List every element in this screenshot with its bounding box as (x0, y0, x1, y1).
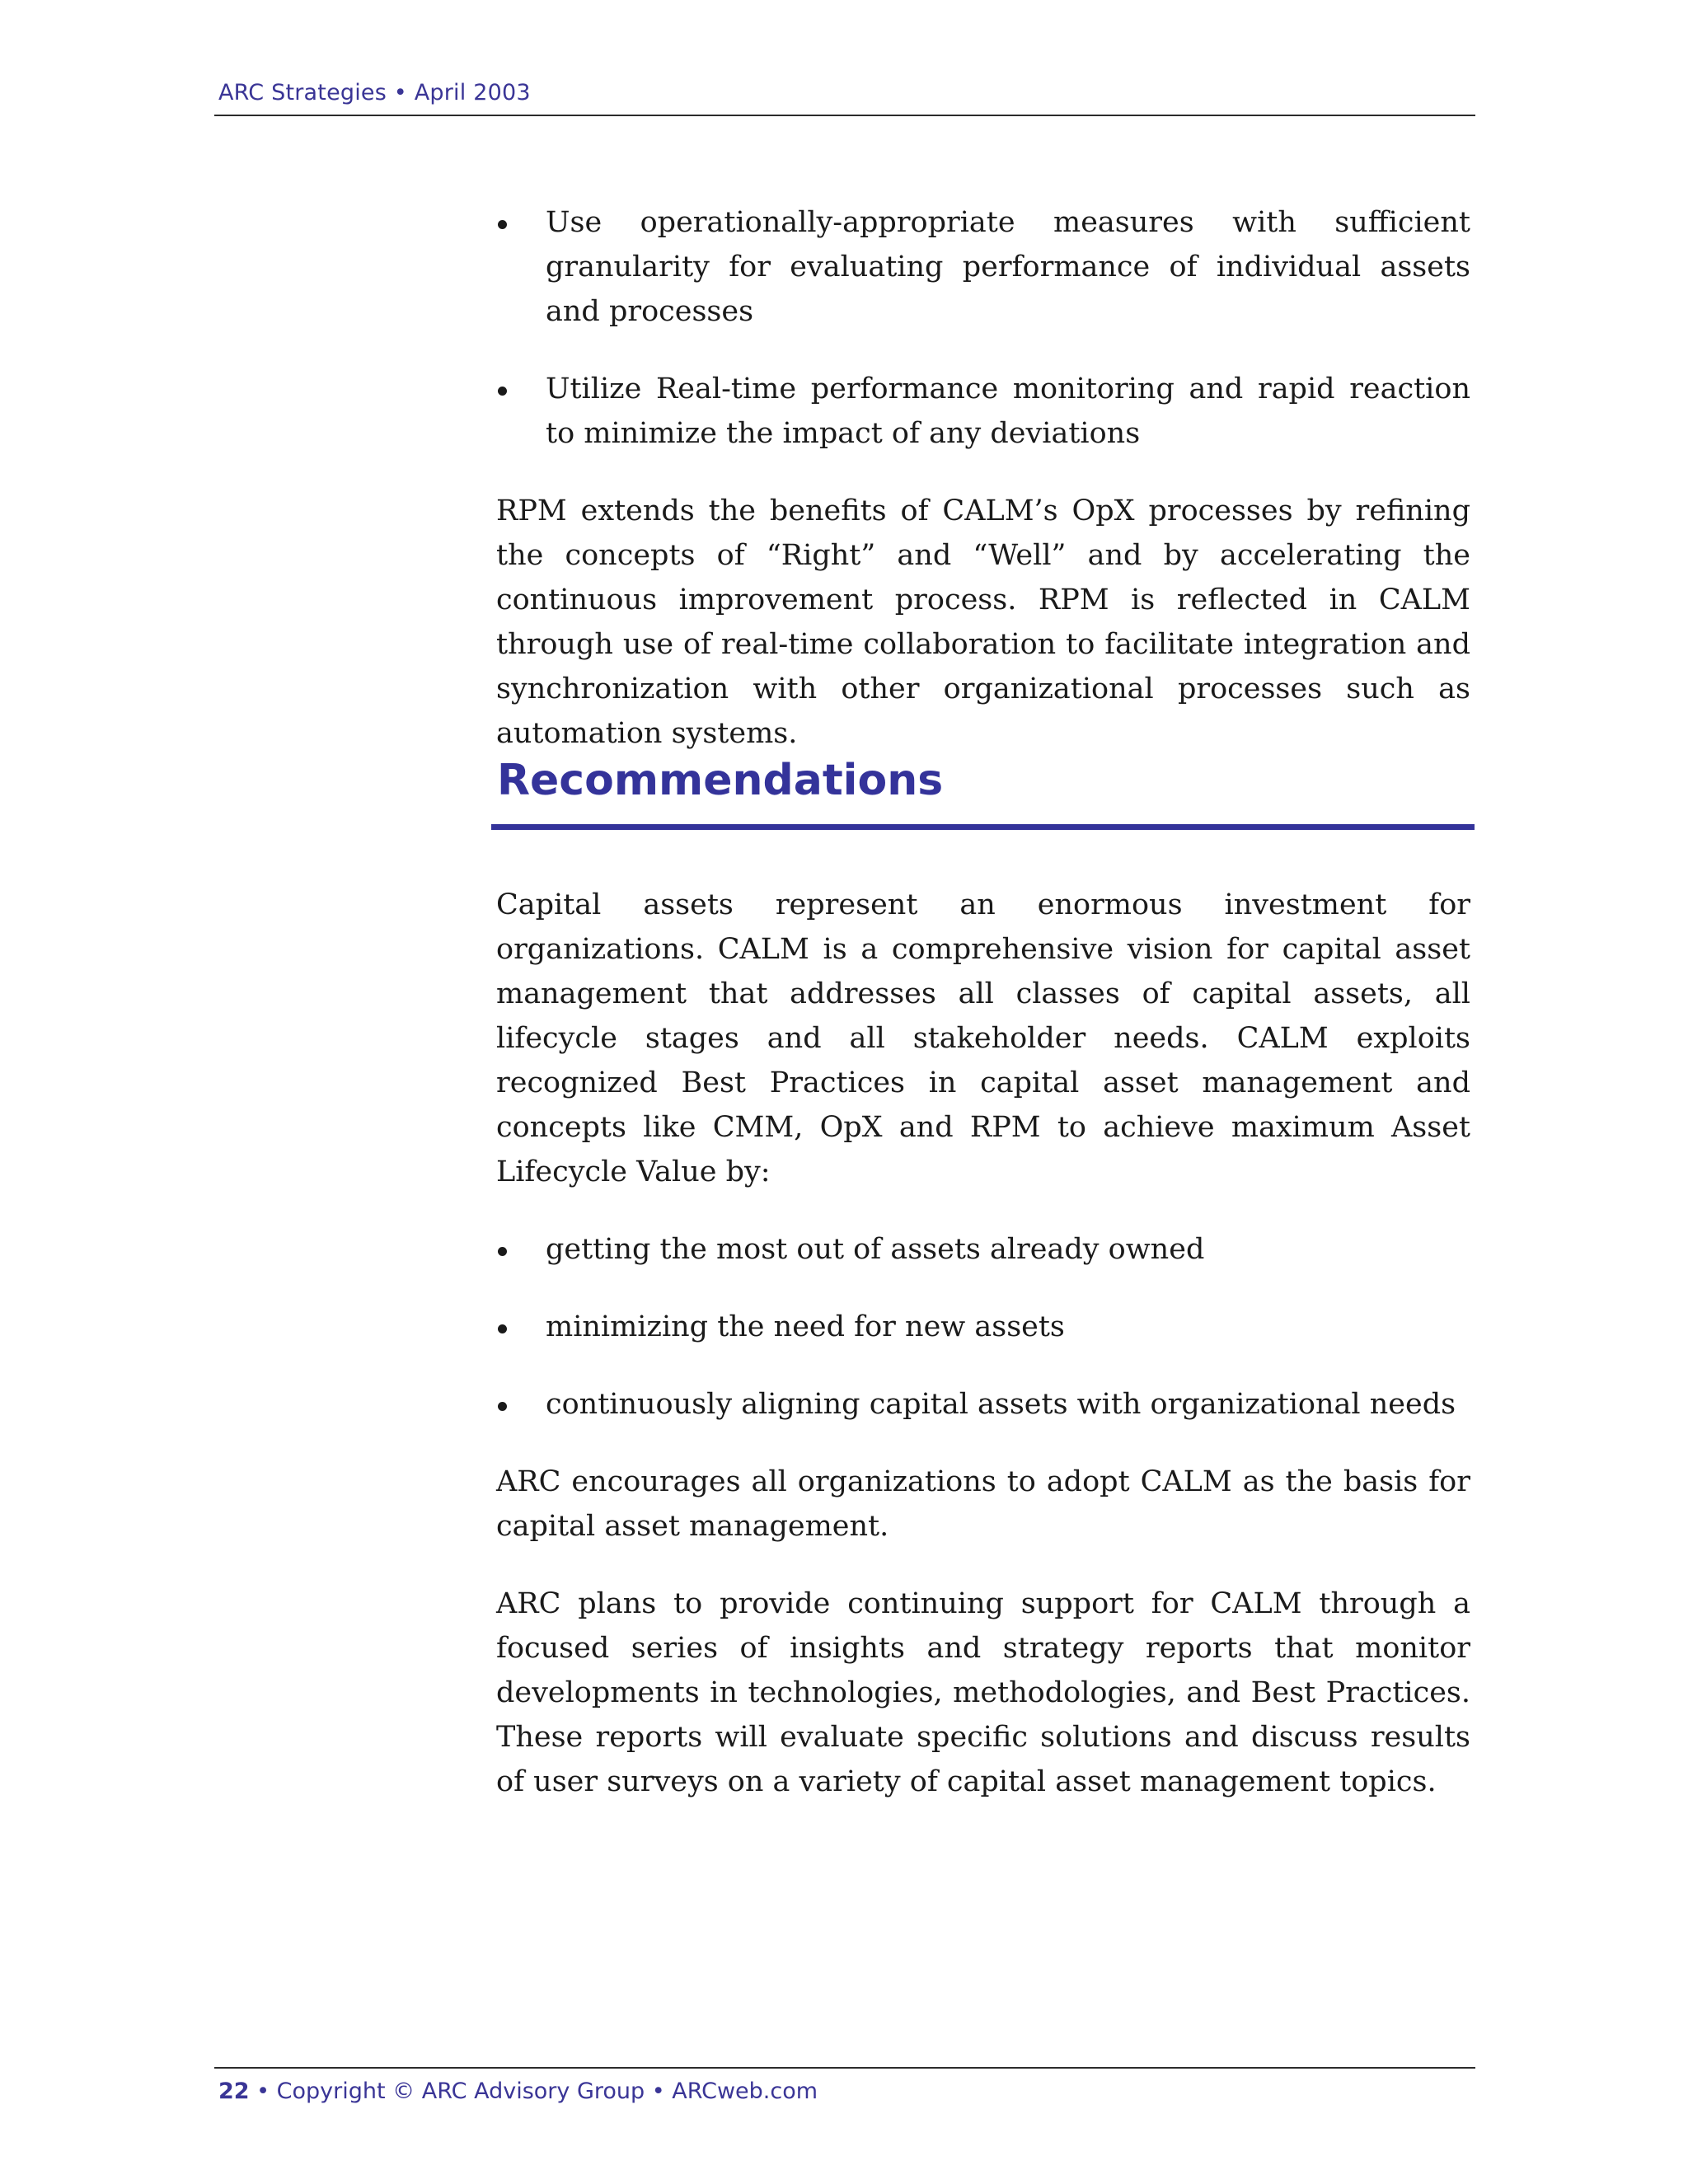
bullet-icon (498, 1324, 507, 1333)
list-item-text: minimizing the need for new assets (546, 1310, 1065, 1343)
list-item (496, 1227, 1470, 1272)
page-footer (214, 2067, 1475, 2116)
bullet-list-recommendations (496, 1227, 1470, 1427)
support-paragraph: ARC plans to provide continuing support for CALM through a focused series of insights and strategy reports that monitor developments in technologies, methodologies, and Best Practices. These reports will evaluate specific solutions and discuss results of user surveys on a variety of capital asset management topics. (496, 1587, 1470, 1798)
list-item-text: continuously aligning capital assets with organizational needs (546, 1388, 1456, 1421)
footer-copyright: • Copyright © ARC Advisory Group • ARCweb.com (249, 2079, 818, 2104)
list-item-text: Use operationally-appropriate measures with sufficient granularity for evaluating performance of individual assets and processes (546, 206, 1470, 328)
recommendations-body (496, 883, 1470, 1837)
list-item (496, 200, 1470, 334)
list-item (496, 1305, 1470, 1349)
bullet-icon (498, 1247, 507, 1256)
recommendations-intro: Capital assets represent an enormous investment for organizations. CALM is a comprehensive vision for capital asset management that addresses all classes of capital assets, all lifecycle stages and all stakeholder needs. CALM exploits recognized Best Practices in capital asset management and concepts like CMM, OpX and RPM to achieve maximum Asset Lifecycle Value by: (496, 888, 1470, 1188)
section-title: Recommendations (497, 756, 944, 805)
list-item-text: getting the most out of assets already owned (546, 1233, 1205, 1266)
bullet-icon (498, 220, 507, 229)
list-item (496, 1382, 1470, 1427)
list-item-text: Utilize Real-time performance monitoring and rapid reaction to minimize the impact of any deviations (546, 373, 1470, 450)
footer-text (218, 2079, 818, 2104)
bullet-icon (498, 1402, 507, 1411)
page-number: 22 (218, 2079, 250, 2104)
bullet-icon (498, 387, 507, 396)
running-header (214, 77, 1475, 116)
rpm-paragraph: RPM extends the benefits of CALM’s OpX processes by refining the concepts of “Right” and “Well” and by accelerating the continuous improvement process. RPM is reflected in CALM through use of real-time collaboration to facilitate integration and synchronization with other organizational processes such as automation systems. (496, 494, 1470, 750)
bullet-list-top (496, 200, 1470, 456)
running-header-title: ARC Strategies • April 2003 (218, 80, 531, 105)
adopt-paragraph: ARC encourages all organizations to adopt CALM as the basis for capital asset management. (496, 1465, 1470, 1543)
section-heading (491, 754, 1475, 830)
list-item (496, 367, 1470, 456)
page-body-top (496, 200, 1470, 789)
